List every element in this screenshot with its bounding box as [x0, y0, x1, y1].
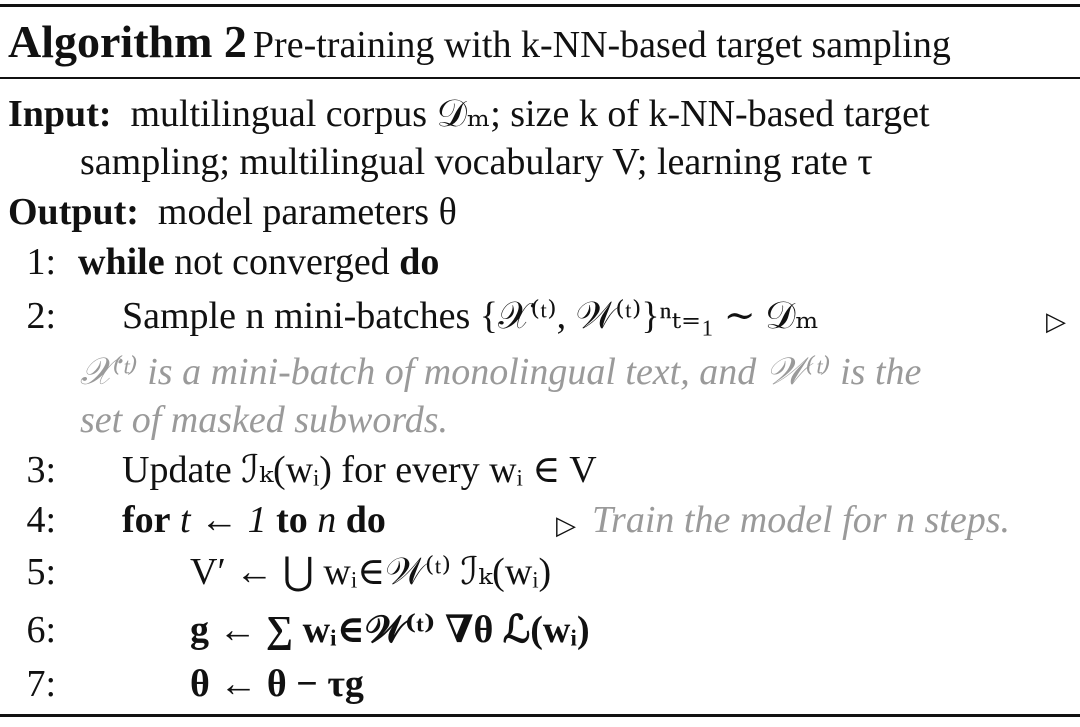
line-number: 7:	[26, 663, 56, 705]
loop-end: n	[317, 499, 337, 541]
line-number: 4:	[26, 499, 56, 541]
keyword-for: for	[122, 499, 171, 541]
step-4-comment: Train the model for n steps.	[592, 499, 1011, 541]
output-label: Output:	[8, 191, 139, 233]
keyword-do: do	[399, 241, 440, 283]
loop-start: t ← 1	[180, 499, 267, 541]
step-2	[0, 294, 819, 338]
step-6	[0, 608, 590, 652]
keyword-do: do	[345, 499, 386, 541]
comment-triangle-icon: ▷	[1046, 307, 1066, 337]
step-text: θ ← θ − τg	[190, 663, 364, 705]
title-rule	[0, 77, 1080, 79]
step-4	[0, 498, 386, 542]
input-line-1	[8, 92, 930, 136]
line-number: 6:	[26, 609, 56, 651]
keyword-to: to	[276, 499, 308, 541]
line-number: 3:	[26, 449, 56, 491]
comment-triangle-icon: ▷	[556, 511, 576, 541]
algorithm-label: Algorithm 2	[8, 16, 247, 67]
line-number: 1:	[26, 241, 56, 283]
step-1	[0, 240, 439, 284]
input-text-1: multilingual corpus 𝒟ₘ; size k of k-NN-based target	[130, 93, 930, 135]
step-text: V′ ← ⋃ wᵢ∈𝒲⁽ᵗ⁾ ℐₖ(wᵢ)	[190, 551, 552, 593]
step-5	[0, 550, 551, 594]
step-text: g ← ∑ wᵢ∈𝒲⁽ᵗ⁾ ∇θ ℒ(wᵢ)	[190, 609, 590, 651]
keyword-while: while	[78, 241, 165, 283]
step-text: not converged	[174, 241, 390, 283]
input-label: Input:	[8, 93, 112, 135]
step-2-comment-line-2: set of masked subwords.	[80, 399, 449, 441]
top-rule	[0, 4, 1080, 7]
input-line-2	[80, 140, 873, 184]
bottom-rule	[0, 714, 1080, 717]
algorithm-title	[8, 14, 951, 73]
step-text: Update ℐₖ(wᵢ) for every wᵢ ∈ V	[122, 449, 597, 491]
output-text: model parameters θ	[157, 191, 457, 233]
step-7	[0, 662, 364, 706]
input-text-2: sampling; multilingual vocabulary V; learning rate τ	[80, 141, 873, 183]
line-number: 2:	[26, 295, 56, 337]
line-number: 5:	[26, 551, 56, 593]
step-text: Sample n mini-batches {𝒳⁽ᵗ⁾, 𝒲⁽ᵗ⁾}ⁿₜ₌₁ ∼ 𝒟ₘ	[122, 295, 819, 337]
step-3	[0, 448, 597, 492]
algorithm-caption: Pre-training with k-NN-based target sampling	[252, 24, 951, 66]
step-2-comment-line-1: 𝒳⁽ᵗ⁾ is a mini-batch of monolingual text, and 𝒲⁽ᵗ⁾ is the	[80, 351, 922, 393]
output-line	[8, 190, 457, 234]
